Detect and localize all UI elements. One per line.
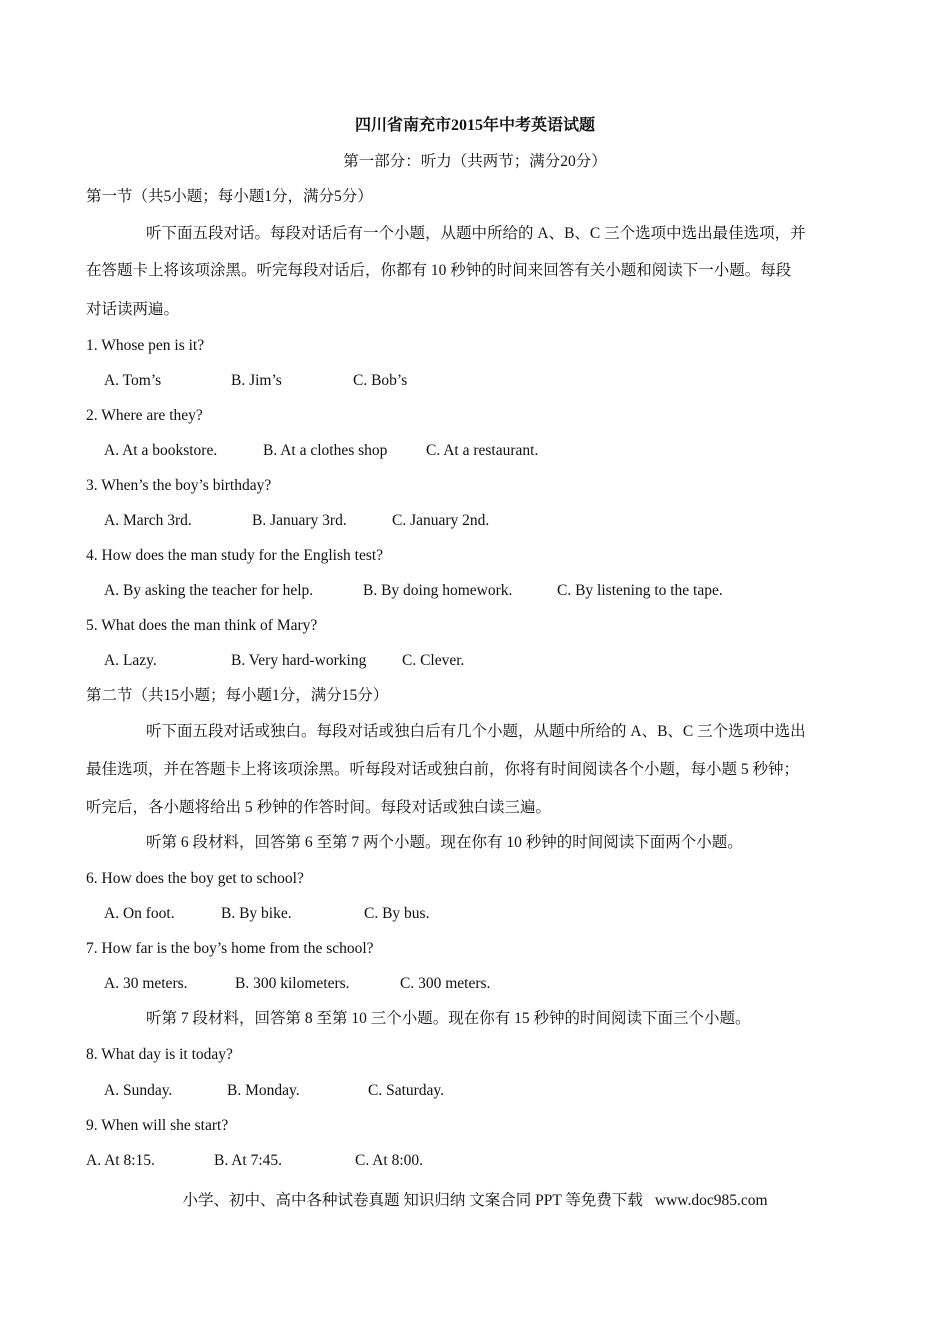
option-b: B. By bike. (221, 905, 292, 922)
question-7: 7. How far is the boy’s home from the school? (86, 940, 374, 957)
option-a: A. Lazy. (104, 652, 157, 669)
question-6: 6. How does the boy get to school? (86, 870, 304, 887)
option-a: A. Tom’s (104, 372, 162, 389)
question-2: 2. Where are they? (86, 407, 203, 424)
option-a: A. At a bookstore. (104, 442, 218, 459)
question-4: 4. How does the man study for the English test? (86, 547, 384, 564)
option-c: C. By bus. (364, 905, 430, 922)
option-c: C. Bob’s (353, 372, 408, 389)
option-b: B. By doing homework. (363, 582, 513, 599)
footer-url[interactable]: www.doc985.com (654, 1192, 768, 1209)
option-b: B. Very hard-working (231, 652, 367, 669)
section-one-heading: 第一节（共5小题；每小题1分，满分5分） (86, 188, 373, 205)
option-c: C. January 2nd. (392, 512, 490, 529)
option-b: B. January 3rd. (252, 512, 347, 529)
option-b: B. At 7:45. (214, 1152, 283, 1169)
option-b: B. 300 kilometers. (235, 975, 350, 992)
option-c: C. At a restaurant. (426, 442, 539, 459)
option-b: B. Monday. (227, 1082, 300, 1099)
option-a: A. March 3rd. (104, 512, 192, 529)
page-footer (0, 1191, 950, 1211)
section-two-heading: 第二节（共15小题；每小题1分，满分15分） (86, 687, 389, 704)
option-c: C. 300 meters. (400, 975, 491, 992)
footer-text: 小学、初中、高中各种试卷真题 知识归纳 文案合同 PPT 等免费下载 (182, 1192, 643, 1209)
option-c: C. Saturday. (368, 1082, 445, 1099)
exam-title: 四川省南充市2015年中考英语试题 (354, 117, 595, 134)
material-6-instructions: 听第 6 段材料，回答第 6 至第 7 两个小题。现在你有 10 秒钟的时间阅读下面两个小题。 (146, 834, 743, 851)
section-one-instructions-1: 听下面五段对话。每段对话后有一个小题，从题中所给的 A、B、C 三个选项中选出最佳选项，并 (146, 225, 806, 242)
section-one-instructions-2: 在答题卡上将该项涂黑。听完每段对话后，你都有 10 秒钟的时间来回答有关小题和阅读下一小题。每段 (86, 262, 792, 279)
option-a: A. Sunday. (104, 1082, 173, 1099)
option-c: C. By listening to the tape. (557, 582, 723, 599)
section-two-instructions-2: 最佳选项，并在答题卡上将该项涂黑。听每段对话或独白前，你将有时间阅读各个小题，每小题 5 秒钟； (86, 761, 800, 778)
option-b: B. Jim’s (231, 372, 282, 389)
option-b: B. At a clothes shop (263, 442, 388, 459)
option-c: C. At 8:00. (355, 1152, 424, 1169)
question-3: 3. When’s the boy’s birthday? (86, 477, 272, 494)
question-8: 8. What day is it today? (86, 1046, 233, 1063)
question-9: 9. When will she start? (86, 1117, 229, 1134)
option-a: A. 30 meters. (104, 975, 188, 992)
part-one-heading: 第一部分：听力（共两节；满分20分） (343, 153, 607, 170)
section-two-instructions-3: 听完后，各小题将给出 5 秒钟的作答时间。每段对话或独白读三遍。 (86, 799, 552, 816)
section-one-instructions-3: 对话读两遍。 (86, 301, 180, 318)
option-a: A. By asking the teacher for help. (104, 582, 314, 599)
question-1: 1. Whose pen is it? (86, 337, 205, 354)
section-two-instructions-1: 听下面五段对话或独白。每段对话或独白后有几个小题，从题中所给的 A、B、C 三个选项中选出 (146, 723, 806, 740)
question-5: 5. What does the man think of Mary? (86, 617, 318, 634)
option-c: C. Clever. (402, 652, 465, 669)
material-7-instructions: 听第 7 段材料，回答第 8 至第 10 三个小题。现在你有 15 秒钟的时间阅读下面三个小题。 (146, 1010, 751, 1027)
option-a: A. On foot. (104, 905, 175, 922)
option-a: A. At 8:15. (86, 1152, 155, 1169)
